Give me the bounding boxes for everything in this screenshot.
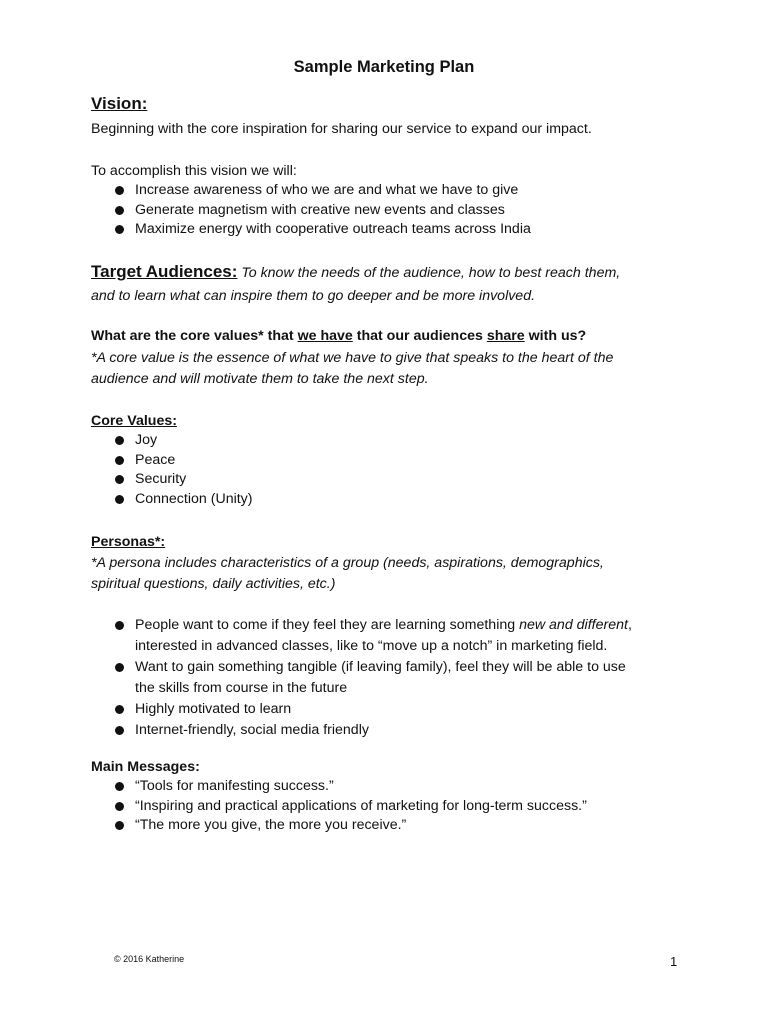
bullet-icon bbox=[115, 206, 124, 215]
bullet-icon bbox=[115, 621, 124, 630]
vision-lead: To accomplish this vision we will: bbox=[91, 163, 297, 179]
core-values-question: What are the core values* that we have that our audiences share with us? bbox=[91, 328, 587, 344]
bullet-icon bbox=[115, 782, 124, 791]
bullet-icon bbox=[115, 705, 124, 714]
bullet-icon bbox=[115, 726, 124, 735]
core-value-note-1: *A core value is the essence of what we have to give that speaks to the heart of the bbox=[91, 350, 614, 366]
core-value-note-2: audience and will motivate them to take the next step. bbox=[91, 371, 429, 387]
bullet-icon bbox=[115, 436, 124, 445]
document-title: Sample Marketing Plan bbox=[293, 58, 475, 76]
bullet-icon bbox=[115, 663, 124, 672]
target-audiences-text: To know the needs of the audience, how to best reach them, bbox=[241, 265, 621, 281]
bullet-icon bbox=[115, 225, 124, 234]
vision-intro: Beginning with the core inspiration for sharing our service to expand our impact. bbox=[91, 121, 592, 137]
list-item: Increase awareness of who we are and what we have to give bbox=[112, 181, 531, 201]
bullet-icon bbox=[115, 186, 124, 195]
main-messages-list bbox=[112, 777, 587, 836]
list-item: “The more you give, the more you receive.” bbox=[112, 816, 587, 836]
page-number: 1 bbox=[670, 954, 678, 969]
vision-heading: Vision: bbox=[91, 94, 148, 113]
list-item: Peace bbox=[112, 451, 253, 471]
vision-list bbox=[112, 181, 531, 240]
list-item: People want to come if they feel they are learning something new and different, interested in advanced classes, like to “move up a notch” in marketing field. bbox=[112, 615, 632, 657]
main-messages-heading: Main Messages: bbox=[91, 759, 200, 775]
bullet-icon bbox=[115, 475, 124, 484]
personas-list bbox=[112, 615, 632, 741]
list-item: Generate magnetism with creative new events and classes bbox=[112, 201, 531, 221]
persona-note-2: spiritual questions, daily activities, etc.) bbox=[91, 576, 336, 592]
bullet-icon bbox=[115, 495, 124, 504]
list-item: Internet-friendly, social media friendly bbox=[112, 720, 632, 741]
footer-copyright: © 2016 Katherine bbox=[114, 954, 185, 964]
target-audiences-text-2: and to learn what can inspire them to go deeper and be more involved. bbox=[91, 288, 536, 304]
list-item: Connection (Unity) bbox=[112, 490, 253, 510]
core-values-heading: Core Values: bbox=[91, 413, 177, 429]
list-item: Security bbox=[112, 470, 253, 490]
personas-heading: Personas*: bbox=[91, 534, 166, 550]
bullet-icon bbox=[115, 802, 124, 811]
bullet-icon bbox=[115, 456, 124, 465]
list-item: Joy bbox=[112, 431, 253, 451]
target-audiences-heading: Target Audiences: bbox=[91, 262, 238, 281]
core-values-list bbox=[112, 431, 253, 509]
list-item: “Inspiring and practical applications of marketing for long-term success.” bbox=[112, 797, 587, 817]
list-item: Maximize energy with cooperative outreach teams across India bbox=[112, 220, 531, 240]
list-item: Want to gain something tangible (if leaving family), feel they will be able to use the skills from course in the future bbox=[112, 657, 632, 699]
persona-note-1: *A persona includes characteristics of a group (needs, aspirations, demographics, bbox=[91, 555, 604, 571]
target-audiences-line bbox=[91, 262, 620, 283]
list-item: Highly motivated to learn bbox=[112, 699, 632, 720]
bullet-icon bbox=[115, 821, 124, 830]
list-item: “Tools for manifesting success.” bbox=[112, 777, 587, 797]
